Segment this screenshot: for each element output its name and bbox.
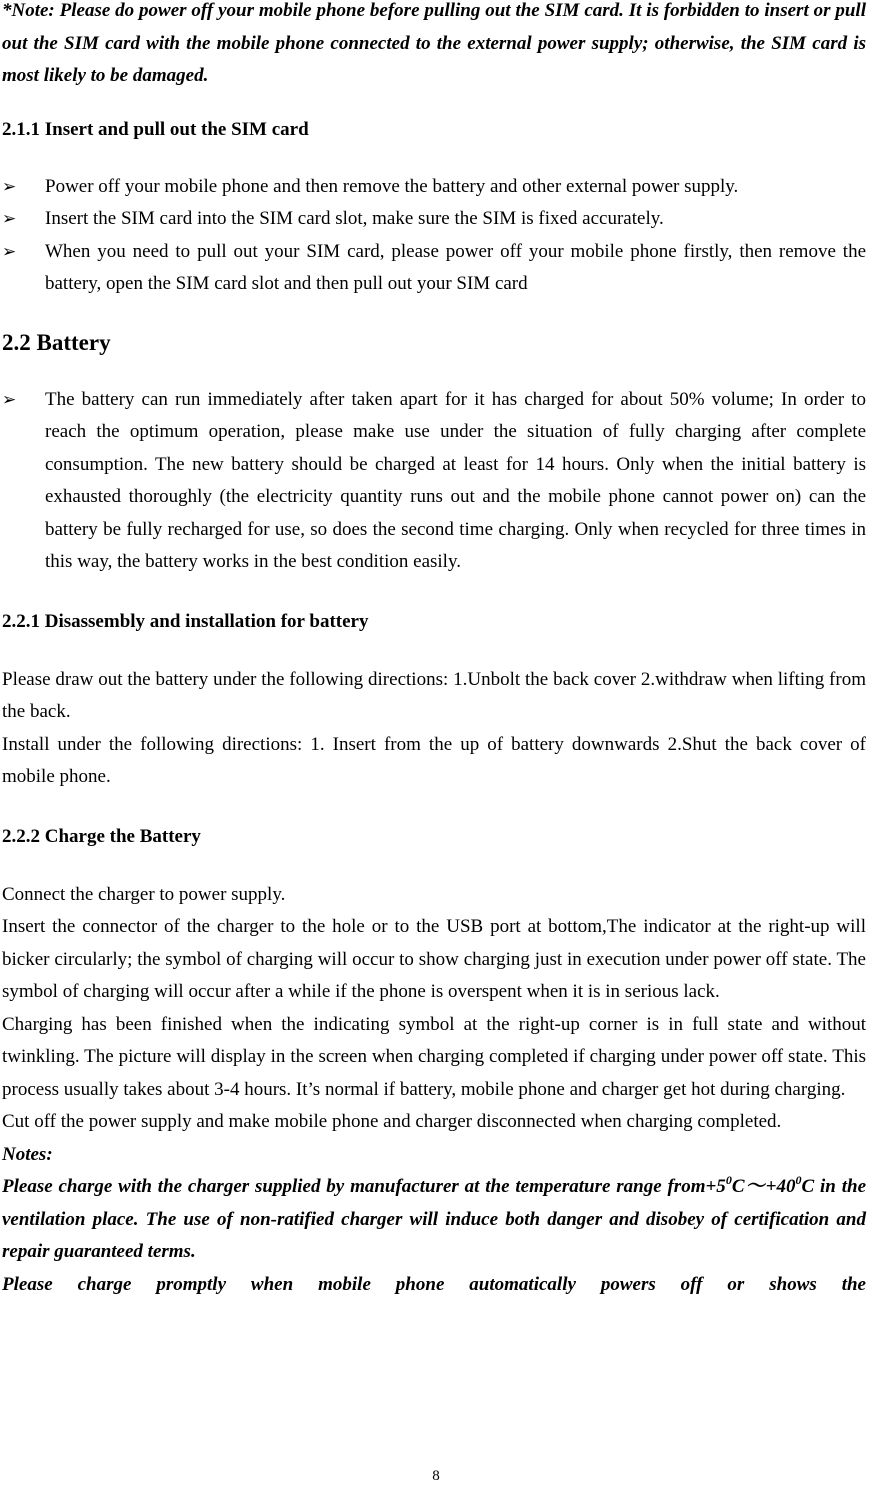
paragraph: Charging has been finished when the indicating symbol at the right-up corner is in full state and without twinkling. The picture will display in the screen when charging completed if charging under power off state. This process usually takes about 3-4 hours. It’s normal if battery, mobile phone and charger get hot during charging. bbox=[2, 1013, 866, 1100]
document-page bbox=[2, 0, 866, 1301]
list-item: ➢ When you need to pull out your SIM card, please power off your mobile phone firstly, then remove the battery, open the SIM card slot and then pull out your SIM card bbox=[2, 236, 866, 301]
battery-list bbox=[2, 384, 866, 579]
notes-label: Notes: bbox=[2, 1143, 53, 1165]
arrow-bullet-icon: ➢ bbox=[2, 176, 17, 196]
sim-steps-list bbox=[2, 171, 866, 301]
page-number: 8 bbox=[432, 1468, 440, 1484]
notes-paragraph: Please charge with the charger supplied by manufacturer at the temperature range $from+5^0C\sim+40^0C$ in the ventilation place. The use of non-ratified charger will induce both danger and disobey of certification and repair guaranteed terms. bbox=[2, 1173, 867, 1262]
paragraph: Connect the charger to power supply. bbox=[2, 883, 286, 905]
list-item: ➢ The battery can run immediately after taken apart for it has charged for about 50% volume; In order to reach the optimum operation, please make use under the situation of fully charging after complete consumption. The new battery should be charged at least for 14 hours. Only when the initial battery is exhausted thoroughly (the electricity quantity runs out and the mobile phone cannot power on) can the battery be fully recharged for use, so does the second time charging. Only when recycled for three times in this way, the battery works in the best condition easily. bbox=[2, 384, 866, 579]
heading-2-2: 2.2 Battery bbox=[2, 329, 111, 355]
heading-2-2-1: 2.2.1 Disassembly and installation for battery bbox=[2, 610, 369, 632]
notes-paragraph: Please charge promptly when mobile phone automatically powers off or shows the bbox=[2, 1273, 866, 1295]
sim-warning-note: *Note: Please do power off your mobile phone before pulling out the SIM card. It is forbidden to insert or pull out the SIM card with the mobile phone connected to the external power supply; otherwise, the SIM card is most likely to be damaged. bbox=[2, 0, 866, 86]
paragraph: Install under the following directions: 1. Insert from the up of battery downwards 2.Shut the back cover of mobile phone. bbox=[2, 733, 866, 787]
paragraph: Please draw out the battery under the following directions: 1.Unbolt the back cover 2.withdraw when lifting from the back. bbox=[2, 668, 866, 722]
paragraph: Insert the connector of the charger to the hole or to the USB port at bottom,The indicator at the right-up will bicker circularly; the symbol of charging will occur to show charging just in execution under power off state. The symbol of charging will occur after a while if the phone is overspent when it is in serious lack. bbox=[2, 916, 866, 1002]
list-item: ➢ Power off your mobile phone and then remove the battery and other external power supply. bbox=[2, 171, 866, 204]
list-item: ➢ Insert the SIM card into the SIM card slot, make sure the SIM is fixed accurately. bbox=[2, 203, 866, 236]
paragraph: Cut off the power supply and make mobile phone and charger disconnected when charging completed. bbox=[2, 1111, 782, 1132]
arrow-bullet-icon: ➢ bbox=[2, 389, 17, 409]
heading-2-2-2: 2.2.2 Charge the Battery bbox=[2, 825, 201, 847]
arrow-bullet-icon: ➢ bbox=[2, 209, 17, 228]
arrow-bullet-icon: ➢ bbox=[2, 241, 17, 261]
heading-2-1-1: 2.1.1 Insert and pull out the SIM card bbox=[2, 118, 309, 140]
